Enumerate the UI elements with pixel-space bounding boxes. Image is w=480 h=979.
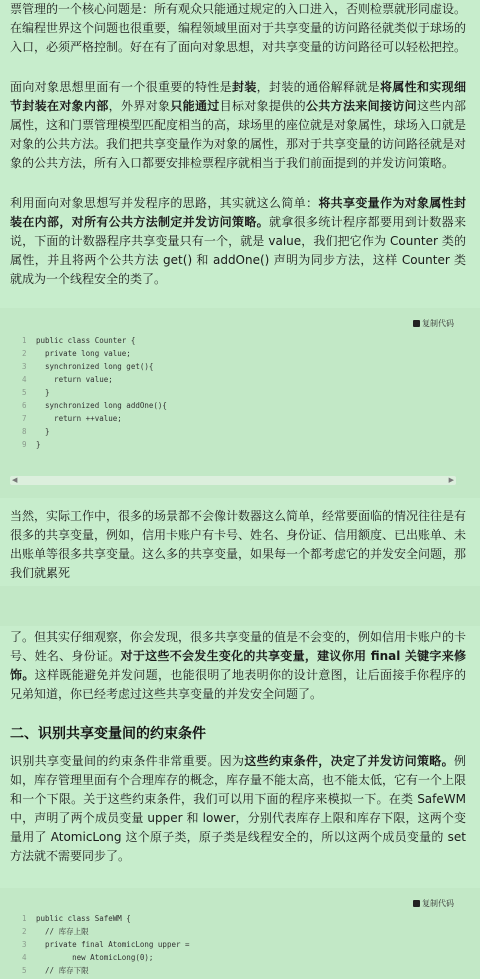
code-lines-2 <box>22 912 190 977</box>
code-text: public class SafeWM { <box>36 914 131 923</box>
code-line <box>22 386 167 399</box>
bold-text-run: 对于这些不会发生变化的共享变量，建议你用 final 关键字来修饰。 <box>10 649 466 682</box>
code-text: } <box>36 388 50 397</box>
line-number: 6 <box>22 401 27 410</box>
copy-code-button[interactable] <box>413 318 454 329</box>
code-lines <box>22 334 167 451</box>
line-number: 1 <box>22 914 27 923</box>
code-text: return ++value; <box>36 414 122 423</box>
copy-code-label: 复制代码 <box>422 899 454 908</box>
paragraph-5 <box>10 628 466 704</box>
code-line <box>22 438 167 451</box>
code-text: private final AtomicLong upper = <box>36 940 190 949</box>
code-block-counter <box>0 308 480 498</box>
line-number: 4 <box>22 375 27 384</box>
code-text: synchronized long get(){ <box>36 362 154 371</box>
line-number: 5 <box>22 966 27 975</box>
code-text: private long value; <box>36 349 131 358</box>
section-divider <box>0 586 480 626</box>
text-run: 例如，库存管理里面有个合理库存的概念，库存量不能太高，也不能太低，它有一个上限和一个下限。关于这些约束条件，我们可以用下面的程序来模拟一下。在类 SafeWM 中，声明了两个成员变量 upper 和 lower，分别代表库存上限和库存下限，这两个变量用了 AtomicLong 这个原子类，原子类是线程安全的，所以这两个成员变量的 set 方法就不需要同步了。 <box>10 754 467 863</box>
code-block-safewm <box>0 888 480 979</box>
code-text: } <box>36 440 41 449</box>
line-number: 7 <box>22 414 27 423</box>
text-run: 就拿很多统计程序都要用到计数器来说，下面的计数器程序共享变量只有一个，就是 value，我们把它作为 Counter 类的属性，并且将两个公共方法 get() 和 addOne() 声明为同步方法，这样 Counter 类就成为一个线程安全的类了。 <box>10 215 466 286</box>
code-line <box>22 373 167 386</box>
code-text: // 库存下限 <box>36 966 89 975</box>
copy-code-button-2[interactable] <box>413 898 454 909</box>
text-run: ，外界对象 <box>108 99 171 113</box>
paragraph-4 <box>10 507 466 583</box>
section-heading: 二、识别共享变量间的约束条件 <box>10 726 206 742</box>
code-text: } <box>36 427 50 436</box>
line-number: 3 <box>22 362 27 371</box>
code-text: return value; <box>36 375 113 384</box>
line-number: 2 <box>22 349 27 358</box>
bold-text-run: 将共享变量作为对象属性封装在内部，对所有公共方法制定并发访问策略。 <box>10 196 466 229</box>
text-run: 这样既能避免并发问题，也能很明了地表明你的设计意图，让后面接手你程序的兄弟知道，你已经考虑过这些共享变量的并发安全问题了。 <box>10 668 466 701</box>
text-run: 识别共享变量间的约束条件非常重要。因为 <box>10 754 245 768</box>
copy-code-label: 复制代码 <box>422 319 454 328</box>
code-text: synchronized long addOne(){ <box>36 401 167 410</box>
text-run: 这些内部属性，这和门票管理模型匹配度相当的高，球场里的座位就是对象属性，球场入口就是对象的公共方法。我们把共享变量作为对象的属性，那对于共享变量的访问路径就是对象的公共方法，所有入口都要安排检票程序就相当于我们前面提到的并发访问策略。 <box>10 99 467 170</box>
text-run: 当然，实际工作中，很多的场景都不会像计数器这么简单，经常要面临的情况往往是有很多的共享变量，例如，信用卡账户有卡号、姓名、身份证、信用额度、已出账单、未出账单等很多共享变量。这么多的共享变量，如果每一个都考虑它的并发安全问题，那我们就累死 <box>10 509 467 580</box>
text-run: 目标对象提供的 <box>219 99 306 113</box>
line-number: 3 <box>22 940 27 949</box>
paragraph-6 <box>10 752 466 866</box>
bold-text-run: 将属性和实现细节封装在对象内部 <box>10 80 466 113</box>
paragraph-1 <box>10 0 466 57</box>
code-line <box>22 334 167 347</box>
code-line <box>22 938 190 951</box>
scroll-right-icon[interactable]: ▶ <box>448 476 454 484</box>
text-run: 利用面向对象思想写并发程序的思路，其实就这么简单： <box>10 196 319 210</box>
line-number: 1 <box>22 336 27 345</box>
text-run: 票管理的一个核心问题是：所有观众只能通过规定的入口进入，否则检票就形同虚设。在编程世界这个问题也很重要，编程领域里面对于共享变量的访问路径就类似于球场的入口，必须严格控制。好在有了面向对象思想，对共享变量的访问路径可以轻松把控。 <box>10 2 467 54</box>
scroll-left-icon[interactable]: ◀ <box>12 476 18 484</box>
text-run: 面向对象思想里面有一个很重要的特性是 <box>10 80 232 94</box>
line-number: 8 <box>22 427 27 436</box>
copy-icon <box>413 320 420 327</box>
line-number: 9 <box>22 440 27 449</box>
code-line <box>22 912 190 925</box>
code-line <box>22 412 167 425</box>
code-line <box>22 360 167 373</box>
code-line <box>22 425 167 438</box>
code-line <box>22 951 190 964</box>
code-text: public class Counter { <box>36 336 136 345</box>
paragraph-2 <box>10 78 466 173</box>
line-number: 4 <box>22 953 27 962</box>
bold-text-run: 这些约束条件，决定了并发访问策略。 <box>244 754 454 768</box>
paragraph-3 <box>10 194 466 289</box>
horizontal-scrollbar[interactable] <box>10 476 456 485</box>
line-number: 5 <box>22 388 27 397</box>
bold-text-run: 封装 <box>231 80 257 94</box>
code-text: // 库存上限 <box>36 927 89 936</box>
code-line <box>22 399 167 412</box>
bold-text-run: 只能通过 <box>170 99 220 113</box>
text-run: ，封装的通俗解释就是 <box>256 80 380 94</box>
code-line <box>22 925 190 938</box>
code-line <box>22 347 167 360</box>
code-text: new AtomicLong(0); <box>36 953 154 962</box>
code-line <box>22 964 190 977</box>
copy-icon <box>413 900 420 907</box>
text-run: 了。但其实仔细观察，你会发现，很多共享变量的值是不会变的，例如信用卡账户的卡号、姓名、身份证。 <box>10 630 467 663</box>
line-number: 2 <box>22 927 27 936</box>
bold-text-run: 公共方法来间接访问 <box>305 99 417 113</box>
